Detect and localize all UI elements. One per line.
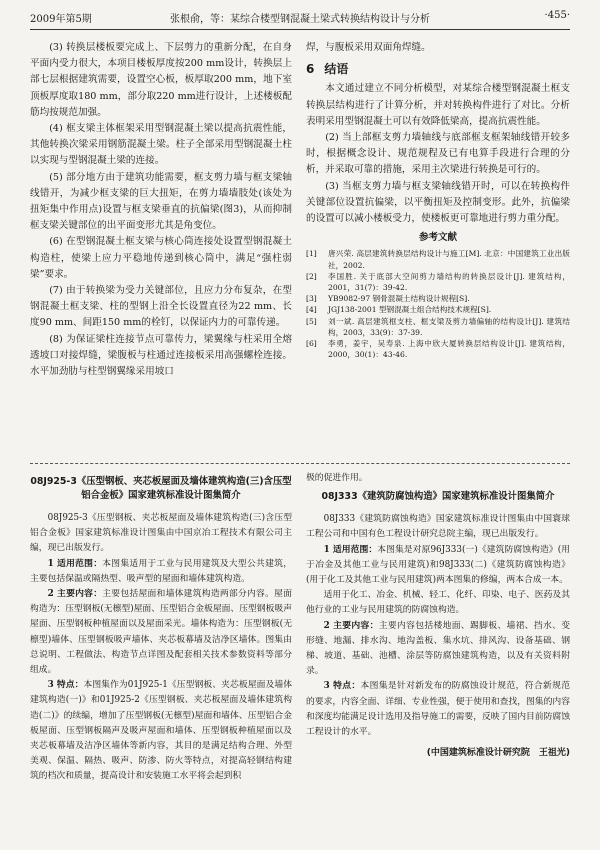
reference-item: [1] 唐兴荣. 高层建筑转换层结构设计与施工[M]. 北京：中国建筑工业出版社，2002. xyxy=(306,249,570,270)
notice-right xyxy=(306,471,570,761)
paragraph: (3) 当框支剪力墙与框支梁轴线错开时，可以在转换构件关键部位设置抗偏梁，以平衡扭矩及控制变形。此外，抗偏梁的设置可以减小楼板受力，使楼板更可靠地进行剪力重分配。 xyxy=(306,180,570,225)
paragraph: 适用于化工、冶金、机械、轻工、化纤、印染、电子、医药及其他行业的工业与民用建筑的防腐蚀构造。 xyxy=(306,590,570,616)
paragraph: 2 主要内容：主要包括屋面和墙体建筑构造两部分内容。屋面构造为：压型钢板(无檩型)屋面、压型铝合金板屋面、压型钢板吸声屋面、压型钢板种植屋面以及屋面采光。墙体构造为：压型钢板(无檩型)墙体、压型钢板吸声墙体、夹芯板幕墙及洁净区墙体。图集由总说明、工程做法、构造节点详图及配套相关技术参数资料等部分组成。 xyxy=(30,589,292,676)
page-number: ·455· xyxy=(544,10,570,21)
article-right-column xyxy=(306,40,570,360)
reference-item: [3] YB9082-97 钢骨混凝土结构设计规程[S]. xyxy=(306,294,470,304)
paragraph: 3 特点：本图集是针对新发布的防腐蚀设计规范，符合新规范的要求，内容全面、详细、专业性强，便于使用和查找，图集的内容和深度均能满足设计选用及指导施工的需要，反映了国内目前防腐蚀工程设计的水平。 xyxy=(306,681,570,738)
paragraph: 1 适用范围：本图集是对原96J333(一)《建筑防腐蚀构造》(用于冶金及其他工业与民用建筑)和98J333(二)《建筑防腐蚀构造》(用于化工及其他工业与民用建筑)两本图集的修编，两本合成一本。 xyxy=(306,544,570,586)
paragraph: 08J333《建筑防腐蚀构造》国家建筑标准设计图集由中国寰球工程公司和中国有色工程设计研究总院主编，现已出版发行。 xyxy=(306,514,570,540)
page-header xyxy=(30,10,570,26)
reference-item: [4] JGJ138-2001 型钢混凝土组合结构技术规程[S]. xyxy=(306,305,492,315)
paragraph: 08J925-3《压型钢板、夹芯板屋面及墙体建筑构造(三)含压型铝合金板》国家建筑标准设计图集由中国京冶工程技术有限公司主编，现已出版发行。 xyxy=(30,513,292,554)
issue-label: 2009年第5期 xyxy=(30,14,92,25)
paragraph: 1 适用范围：本图集适用于工业与民用建筑及大型公共建筑，主要包括保温或隔热型、吸声型的屋面和墙体建筑构造。 xyxy=(30,558,292,584)
section-title: 结语 xyxy=(324,62,349,77)
article-left-column xyxy=(30,40,292,380)
paragraph: (5) 部分地方由于建筑功能需要，框支剪力墙与框支梁轴线错开，为减少框支梁的巨大扭矩，在剪力墙墙肢处(该处为扭矩集中作用点)设置与框支梁垂直的抗偏梁(图3)，从而抑制框支梁关键部位的出平面变形尤其是角变位。 xyxy=(30,171,292,232)
section-number: 6 xyxy=(306,62,315,77)
section-heading xyxy=(306,61,570,77)
paragraph: 3 特点：本图集作为01J925-1《压型钢板、夹芯板屋面及墙体建筑构造(一)》和01J925-2《压型钢板、夹芯板屋面及墙体建筑构造(二)》的续编，增加了压型钢板(无檩型)屋面和墙体、压型铝合金板屋面、压型钢板隔声及吸声屋面和墙体、压型钢板种植屋面以及夹芯板幕墙及洁净区墙体等新内容，其目的是满足结构合理、外型美观、保温、隔热、吸声、防渗、防火等特点，对提高轻钢结构建筑的档次和质量，提高设计和安装施工水平将会起到积 xyxy=(30,680,292,782)
notice-title: 08J925-3《压型钢板、夹芯板屋面及墙体建筑构造(三)含压型铝合金板》国家建筑标准设计图集简介 xyxy=(30,476,292,501)
reference-item: [6] 李勇，姜宇，吴寿泉. 上海中欣大厦转换层结构设计[J]. 建筑结构，2000，30(1)：43-46. xyxy=(306,339,570,360)
paragraph: 本文通过建立不同分析模型，对某综合楼型钢混凝土框支转换层结构进行了计算分析，并对转换构件进行了对比。分析表明采用型钢混凝土可以有效降低梁高，提高抗震性能。 xyxy=(306,83,570,127)
section-divider xyxy=(30,463,570,464)
paragraph: (2) 当上部框支剪力墙轴线与底部框支框架轴线错开较多时，根据概念设计、规范规程及已有电算手段进行合理的分析，并采取可靠的措施，采用主次梁进行转换是可行的。 xyxy=(306,132,570,176)
notice-title: 08J333《建筑防腐蚀构造》国家建筑标准设计图集简介 xyxy=(321,491,555,503)
paragraph: (6) 在型钢混凝土框支梁与核心筒连接处设置型钢混凝土构造柱，使梁上应力平稳地传递到核心筒中，满足“强柱弱梁”要求。 xyxy=(30,236,292,280)
running-title: 张根俞，等：某综合楼型钢混凝土梁式转换结构设计与分析 xyxy=(170,14,430,25)
signature: (中国建筑标准设计研究院 王祖光) xyxy=(426,748,570,759)
paragraph: (8) 为保证梁柱连接节点可靠传力，梁翼缘与柱采用全熔透坡口对接焊缝，梁腹板与柱通过连接板采用高强螺栓连接。水平加劲肋与柱型钢翼缘采用坡口 xyxy=(30,333,292,378)
paragraph: 2 主要内容：主要内容包括楼地面、踢脚板、墙裙、挡水、变形缝、地漏、排水沟、地沟盖板、集水坑、排风沟、设备基础、钢梯、坡道、基础、池槽、涂层等防腐蚀建筑构造，以及有关资料附录。 xyxy=(306,620,570,677)
reference-list xyxy=(306,248,570,360)
paragraph: 极的促进作用。 xyxy=(306,473,368,483)
paragraph: (4) 框支梁主体框架采用型钢混凝土梁以提高抗震性能，其他转换次梁采用钢筋混凝土梁。柱子全部采用型钢混凝土柱以实现与型钢混凝土梁的连接。 xyxy=(30,123,292,167)
paragraph: (7) 由于转换梁为受力关键部位，且应力分布复杂，在型钢混凝土框支梁、柱的型钢上沿全长设置直径为22 mm、长度90 mm、间距150 mm的栓钉，以保证内力的可靠传递。 xyxy=(30,285,292,329)
notice-left xyxy=(30,471,292,785)
header-rule xyxy=(30,29,570,30)
reference-item: [2] 李国胜. 关于底部大空间剪力墙结构的转换层设计[J]. 建筑结构，2001，31(7)：39-42. xyxy=(306,271,570,293)
paragraph: 焊，与腹板采用双面角焊缝。 xyxy=(306,42,431,53)
paragraph: (3) 转换层楼板要完成上、下层剪力的重新分配，在自身平面内受力很大，本项目楼板厚度按200 mm设计，转换层上部七层根据建筑需要，设置空心板，板厚取200 mm，地下室顶板厚度取180 mm，部分取220 mm进行设计，上述楼板配筋均按规范加强。 xyxy=(30,42,292,118)
references-title: 参考文献 xyxy=(418,232,457,244)
reference-item: [5] 刘一斌. 高层建筑框支柱、框支梁及剪力墙偏轴的结构设计[J]. 建筑结构，2003，33(9)：37-39. xyxy=(306,316,570,337)
